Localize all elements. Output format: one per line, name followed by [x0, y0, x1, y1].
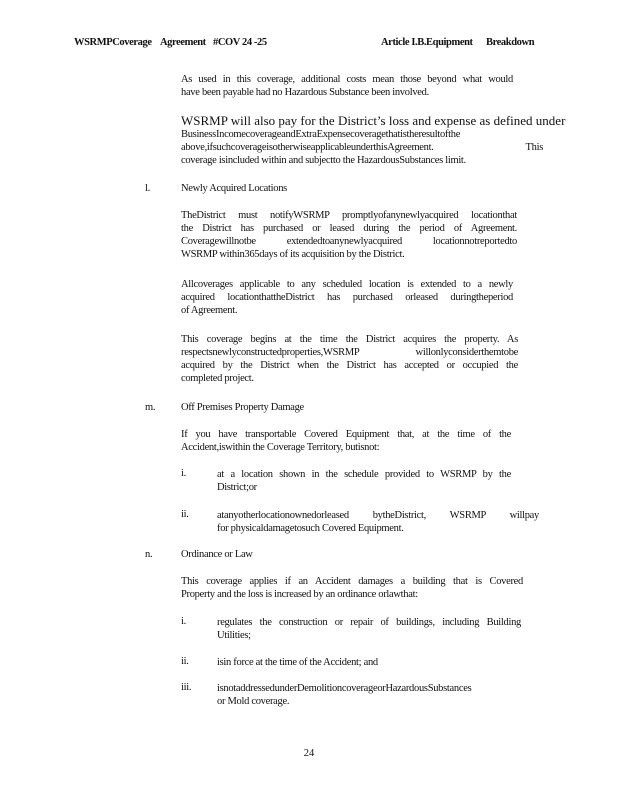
- paragraph-line: isin force at the time of the Accident; and: [217, 657, 378, 668]
- list-item-number: i.: [181, 468, 186, 479]
- paragraph-line: respectsnewlyconstructedproperties,WSRMP willonlyconsiderthemtobe: [181, 347, 518, 358]
- list-item-number: ii.: [181, 509, 189, 520]
- section-n-paragraph-1: [181, 575, 523, 601]
- section-title-ordinance: Ordinance or Law: [181, 549, 253, 560]
- section-l-paragraph-1: [181, 209, 517, 261]
- paragraph-line: District;or: [217, 482, 257, 493]
- page-number: 24: [303, 748, 315, 759]
- header-title: WSRMPCoverage: [74, 37, 152, 48]
- section-title-newly-acquired: Newly Acquired Locations: [181, 183, 287, 194]
- list-item-text: [217, 682, 521, 708]
- paragraph-line: above,ifsuchcoverageisotherwiseapplicableunderthisAgreement.: [181, 142, 434, 153]
- paragraph-line: As used in this coverage, additional costs mean those beyond what would: [181, 74, 513, 85]
- paragraph-line: isnotaddressedunderDemolitioncoverageorHazardousSubstances: [217, 683, 472, 694]
- paragraph-line: BusinessIncomecoverageandExtraExpensecoveragethatistheresultofthe: [181, 129, 461, 140]
- paragraph-line: If you have transportable Covered Equipment that, at the time of the: [181, 429, 511, 440]
- section-title-off-premises: Off Premises Property Damage: [181, 402, 304, 413]
- section-l-paragraph-3: [181, 333, 518, 385]
- list-item-number: ii.: [181, 656, 189, 667]
- header-agreement-number: #COV 24 -25: [213, 37, 267, 48]
- paragraph-line: at a location shown in the schedule provided to WSRMP by the: [217, 469, 511, 480]
- paragraph-line: or Mold coverage.: [217, 696, 290, 707]
- section-letter-m: m.: [145, 402, 156, 413]
- paragraph-line: regulates the construction or repair of buildings, including Building: [217, 617, 521, 628]
- paragraph-line: Property and the loss is increased by an ordinance orlawthat:: [181, 589, 418, 600]
- paragraph-line: acquired locationthattheDistrict has purchased orleased duringtheperiod: [181, 292, 513, 303]
- paragraph-line: coverage isincluded within and subjectto the HazardousSubstances limit.: [181, 155, 466, 166]
- paragraph-line: TheDistrict must notifyWSRMP promptlyofanynewlyacquired locationthat: [181, 210, 517, 221]
- list-item-text: [217, 468, 511, 494]
- paragraph-line: Coveragewillnotbe extendedtoanynewlyacquired locationnotreportedto: [181, 236, 517, 247]
- paragraph-line-group: [181, 141, 543, 154]
- header-breakdown: Breakdown: [486, 37, 535, 48]
- list-item-number: i.: [181, 616, 186, 627]
- section-m-paragraph-1: [181, 428, 511, 454]
- header-article: Article I.B.Equipment: [381, 37, 473, 48]
- paragraph-lead-line: WSRMP will also pay for the District’s loss and expense as defined under: [181, 113, 566, 128]
- paragraph-line: WSRMP within365days of its acquisition by the District.: [181, 249, 405, 260]
- paragraph-line: have been payable had no Hazardous Substance been involved.: [181, 87, 429, 98]
- paragraph-line: Accident,iswithin the Coverage Territory, butisnot:: [181, 442, 380, 453]
- section-letter-l: l.: [145, 183, 150, 194]
- paragraph-line: This coverage applies if an Accident damages a building that is Covered: [181, 576, 523, 587]
- list-item-text: [217, 509, 539, 535]
- section-l-paragraph-2: [181, 278, 513, 317]
- list-item-number: iii.: [181, 682, 192, 693]
- intro-paragraph: [181, 73, 513, 99]
- section-letter-n: n.: [145, 549, 153, 560]
- paragraph-line: acquired by the District when the District has accepted or occupied the: [181, 360, 518, 371]
- pay-paragraph: [181, 113, 566, 167]
- page-header: [74, 37, 544, 51]
- paragraph-line: This coverage begins at the time the District acquires the property. As: [181, 334, 518, 345]
- paragraph-line: of Agreement.: [181, 305, 238, 316]
- paragraph-line-fragment: This: [525, 142, 543, 153]
- paragraph-line: Allcoverages applicable to any scheduled location is extended to a newly: [181, 279, 513, 290]
- paragraph-line: completed project.: [181, 373, 254, 384]
- paragraph-line: the District has purchased or leased during the period of Agreement.: [181, 223, 517, 234]
- paragraph-line: atanyotherlocationownedorleased bytheDistrict, WSRMP willpay: [217, 510, 539, 521]
- paragraph-line: for physicaldamagetosuch Covered Equipment.: [217, 523, 404, 534]
- paragraph-line: Utilities;: [217, 630, 251, 641]
- list-item-text: [217, 656, 521, 669]
- list-item-text: [217, 616, 521, 642]
- header-agreement-label: Agreement: [160, 37, 206, 48]
